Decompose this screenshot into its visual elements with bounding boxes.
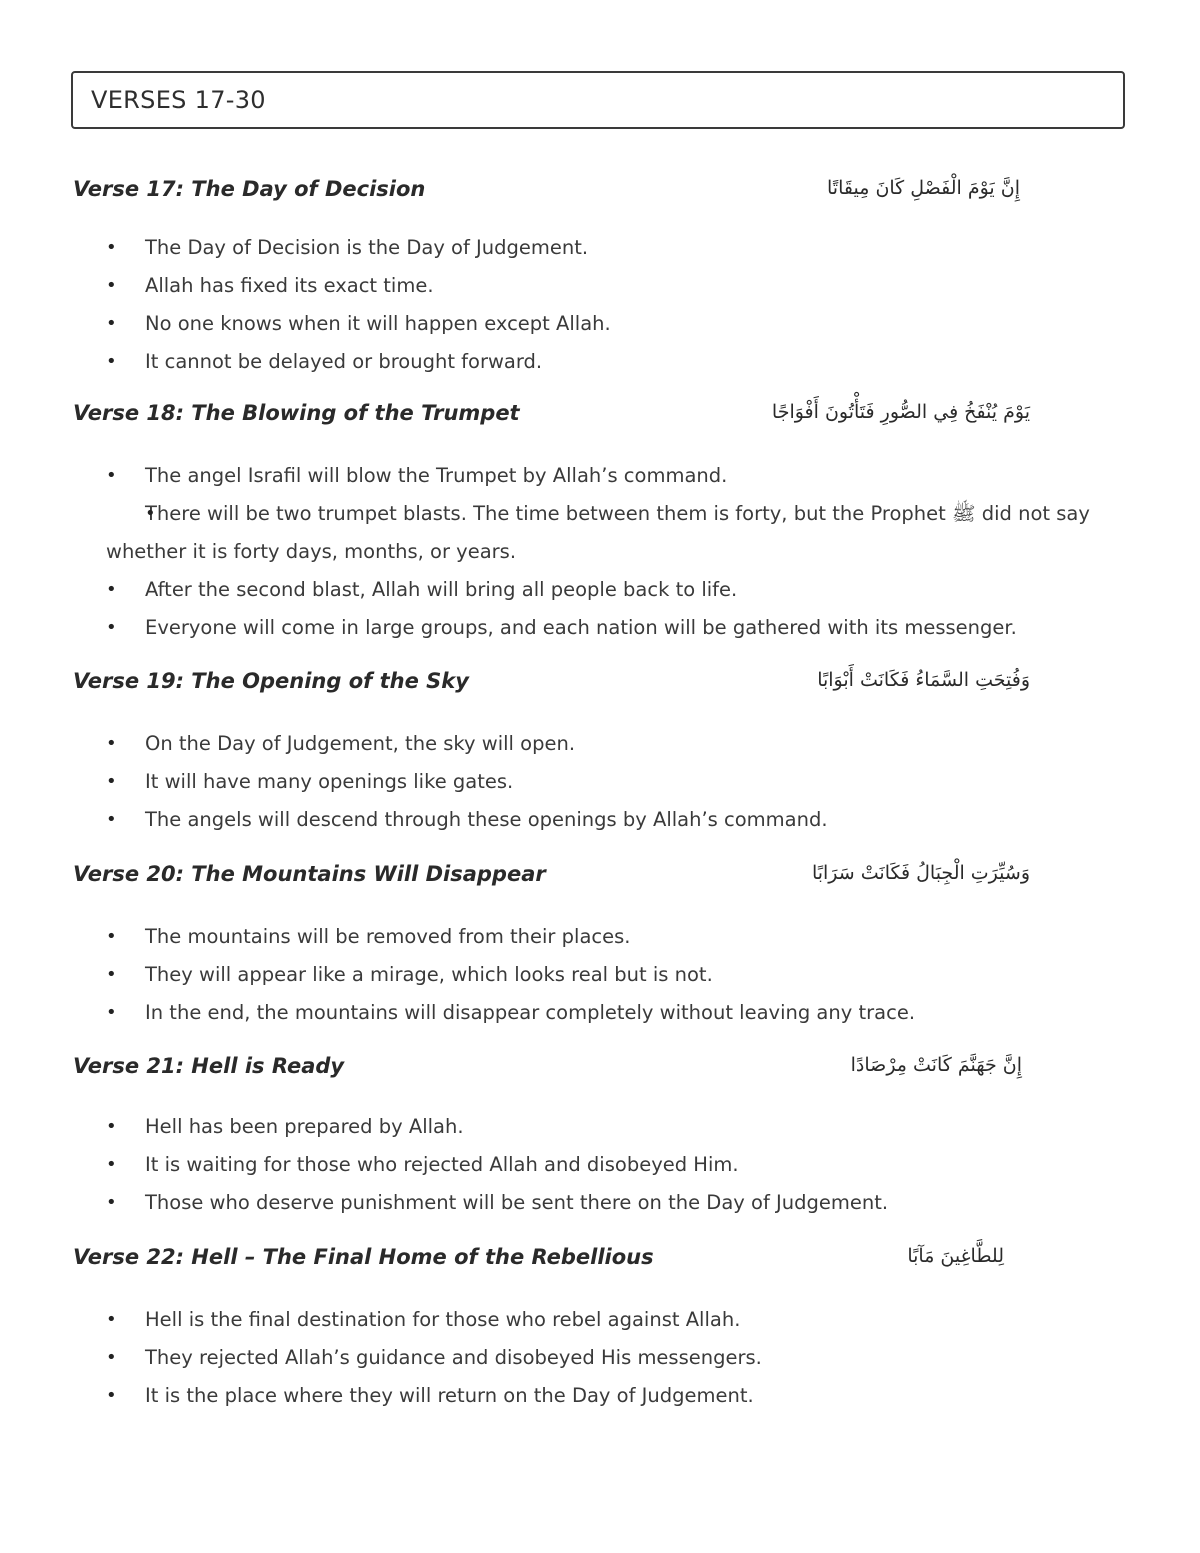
verse-section: [0, 1054, 1200, 1222]
list-item: • It cannot be delayed or brought forward.: [0, 343, 1200, 381]
verse-section: [0, 862, 1200, 1032]
arabic-verse: لِلطَّاغِينَ مَآبًا: [907, 1245, 1004, 1267]
verse-heading-row: [0, 669, 1200, 703]
list-item: • Allah has fixed its exact time.: [0, 267, 1200, 305]
verse-section: [0, 177, 1200, 381]
arabic-verse: يَوْمَ يُنْفَخُ فِي الصُّورِ فَتَأْتُونَ أَفْوَاجًا: [771, 401, 1030, 423]
arabic-verse: وَفُتِحَتِ السَّمَاءُ فَكَانَتْ أَبْوَابًا: [817, 669, 1030, 691]
verse-heading-row: [0, 177, 1200, 211]
list-item: • The angel Israfil will blow the Trumpet by Allah’s command.: [0, 457, 1200, 495]
verse-section: [0, 669, 1200, 839]
list-item: • It will have many openings like gates.: [0, 763, 1200, 801]
list-item: • It is waiting for those who rejected Allah and disobeyed Him.: [0, 1146, 1200, 1184]
bullet-list: [0, 1108, 1200, 1222]
verse-heading-row: [0, 401, 1200, 435]
list-item: • The angels will descend through these openings by Allah’s command.: [0, 801, 1200, 839]
list-item: • In the end, the mountains will disappear completely without leaving any trace.: [0, 994, 1200, 1032]
list-item: • The mountains will be removed from their places.: [0, 918, 1200, 956]
arabic-verse: وَسُيِّرَتِ الْجِبَالُ فَكَانَتْ سَرَابًا: [811, 862, 1030, 884]
verse-section: [0, 1245, 1200, 1415]
list-item: • Everyone will come in large groups, and each nation will be gathered with its messenger.: [0, 609, 1200, 647]
verse-heading: Verse 21: Hell is Ready: [73, 1054, 345, 1078]
list-item: • There will be two trumpet blasts. The time between them is forty, but the Prophet ﷺ did not say whether it is forty days, months, or years.: [0, 495, 1200, 571]
list-item: • They rejected Allah’s guidance and disobeyed His messengers.: [0, 1339, 1200, 1377]
list-item: • After the second blast, Allah will bring all people back to life.: [0, 571, 1200, 609]
verse-heading-row: [0, 1054, 1200, 1088]
list-item: • No one knows when it will happen except Allah.: [0, 305, 1200, 343]
bullet-list: [0, 229, 1200, 381]
page-title: VERSES 17-30: [71, 71, 1125, 129]
arabic-verse: إِنَّ يَوْمَ الْفَصْلِ كَانَ مِيقَاتًا: [827, 177, 1020, 199]
bullet-list: [0, 918, 1200, 1032]
verse-heading: Verse 18: The Blowing of the Trumpet: [73, 401, 520, 425]
bullet-list: [0, 1301, 1200, 1415]
list-item: • It is the place where they will return on the Day of Judgement.: [0, 1377, 1200, 1415]
verse-heading: Verse 22: Hell – The Final Home of the Rebellious: [73, 1245, 654, 1269]
verse-heading-row: [0, 862, 1200, 896]
verse-heading: Verse 19: The Opening of the Sky: [73, 669, 469, 693]
arabic-verse: إِنَّ جَهَنَّمَ كَانَتْ مِرْصَادًا: [850, 1054, 1022, 1076]
verse-heading: Verse 17: The Day of Decision: [73, 177, 426, 201]
list-item: • Hell has been prepared by Allah.: [0, 1108, 1200, 1146]
bullet-list: [0, 457, 1200, 647]
verse-heading: Verse 20: The Mountains Will Disappear: [73, 862, 546, 886]
list-item: • Those who deserve punishment will be sent there on the Day of Judgement.: [0, 1184, 1200, 1222]
verse-section: [0, 401, 1200, 647]
list-item: • Hell is the final destination for those who rebel against Allah.: [0, 1301, 1200, 1339]
bullet-list: [0, 725, 1200, 839]
list-item: • The Day of Decision is the Day of Judgement.: [0, 229, 1200, 267]
list-item: • On the Day of Judgement, the sky will open.: [0, 725, 1200, 763]
list-item: • They will appear like a mirage, which looks real but is not.: [0, 956, 1200, 994]
verse-heading-row: [0, 1245, 1200, 1279]
